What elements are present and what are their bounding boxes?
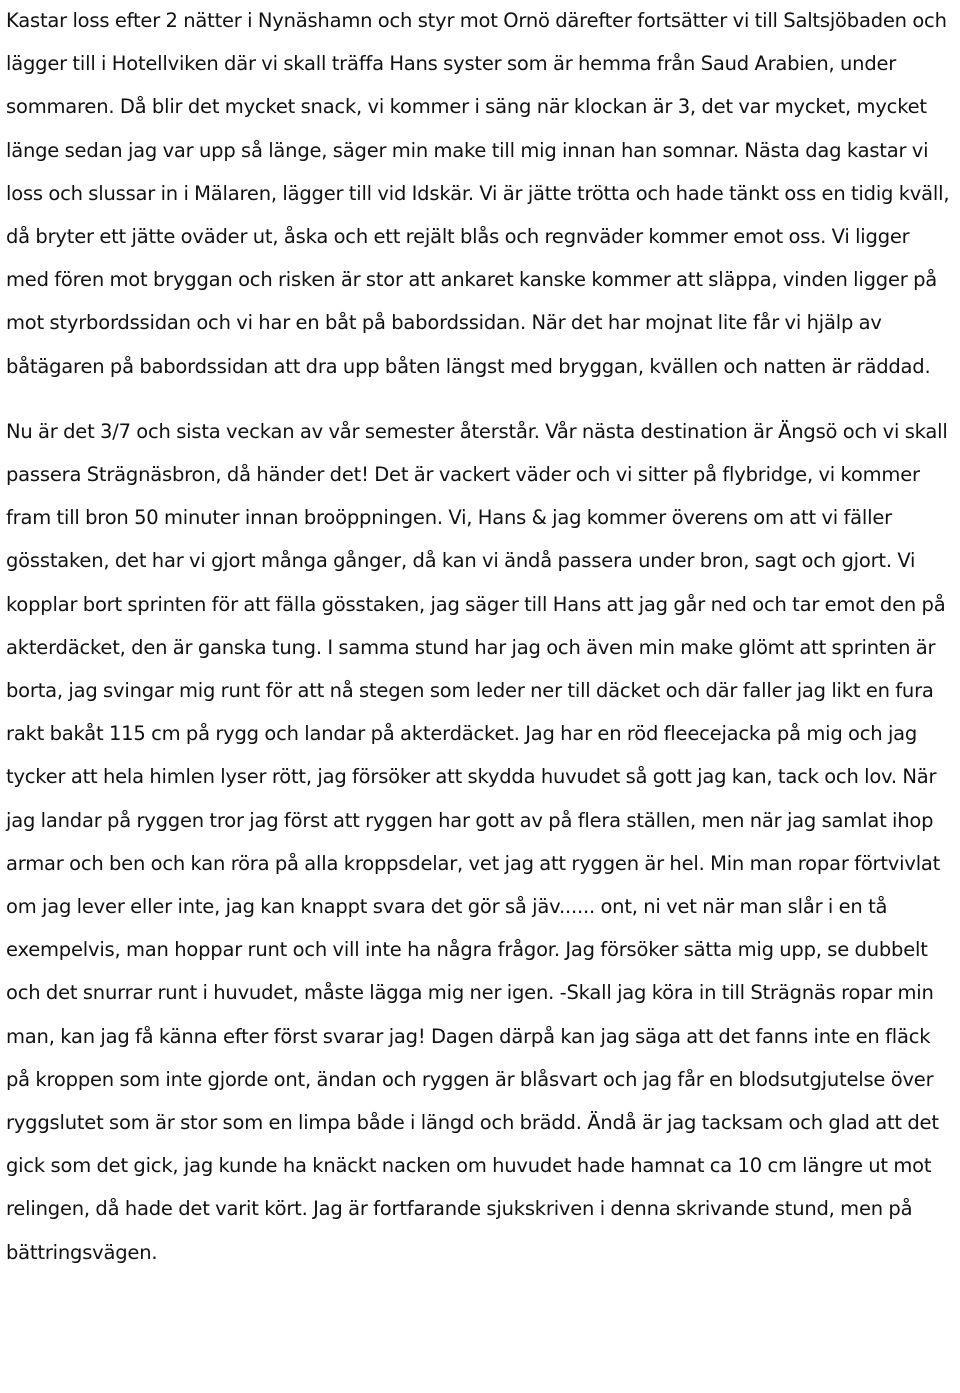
paragraph-1: Kastar loss efter 2 nätter i Nynäshamn och styr mot Ornö därefter fortsätter vi till Saltsjöbaden och lägger till i Hotellviken där vi skall träffa Hans syster som är hemma från Saud Arabien, under sommaren. Då blir det mycket snack, vi kommer i säng när klockan är 3, det var mycket, mycket länge sedan jag var upp så länge, säger min make till mig innan han somnar. Nästa dag kastar vi loss och slussar in i Mälaren, lägger till vid Idskär. Vi är jätte trötta och hade tänkt oss en tidig kväll, då bryter ett jätte oväder ut, åska och ett rejält blås och regnväder kommer emot oss. Vi ligger med fören mot bryggan och risken är stor att ankaret kanske kommer att släppa, vinden ligger på mot styrbordssidan och vi har en båt på babordssidan. När det har mojnat lite får vi hjälp av båtägaren på babordssidan att dra upp båten längst med bryggan, kvällen och natten är räddad.	[6, 9, 950, 378]
paragraph-2: Nu är det 3/7 och sista veckan av vår semester återstår. Vår nästa destination är Ängsö och vi skall passera Strägnäsbron, då händer det! Det är vackert väder och vi sitter på flybridge, vi kommer fram till bron 50 minuter innan broöppningen. Vi, Hans & jag kommer överens om att vi fäller gösstaken, det har vi gjort många gånger, då kan vi ändå passera under bron, sagt och gjort. Vi kopplar bort sprinten för att fälla gösstaken, jag säger till Hans att jag går ned och tar emot den på akterdäcket, den är ganska tung. I samma stund har jag och även min make glömt att sprinten är borta, jag svingar mig runt för att nå stegen som leder ner till däcket och där faller jag likt en fura rakt bakåt 115 cm på rygg och landar på akterdäcket. Jag har en röd fleecejacka på mig och jag tycker att hela himlen lyser rött, jag försöker att skydda huvudet så gott jag kan, tack och lov. När jag landar på ryggen tror jag först att ryggen har gott av på flera ställen, men när jag samlat ihop armar och ben och kan röra på alla kroppsdelar, vet jag att ryggen är hel. Min man ropar förtvivlat om jag lever eller inte, jag kan knappt svara det gör så jäv...... ont, ni vet när man slår i en tå exempelvis, man hoppar runt och vill inte ha några frågor. Jag försöker sätta mig upp, se dubbelt och det snurrar runt i huvudet, måste lägga mig ner igen. -Skall jag köra in till Strägnäs ropar min man, kan jag få känna efter först svarar jag! Dagen därpå kan jag säga att det fanns inte en fläck på kroppen som inte gjorde ont, ändan och ryggen är blåsvart och jag får en blodsutgjutelse över ryggslutet som är stor som en limpa både i längd och brädd. Ändå är jag tacksam och glad att det gick som det gick, jag kunde ha knäckt nacken om huvudet hade hamnat ca 10 cm längre ut mot relingen, då hade det varit kört. Jag är fortfarande sjukskriven i denna skrivande stund, men på bättringsvägen.	[6, 419, 948, 1264]
